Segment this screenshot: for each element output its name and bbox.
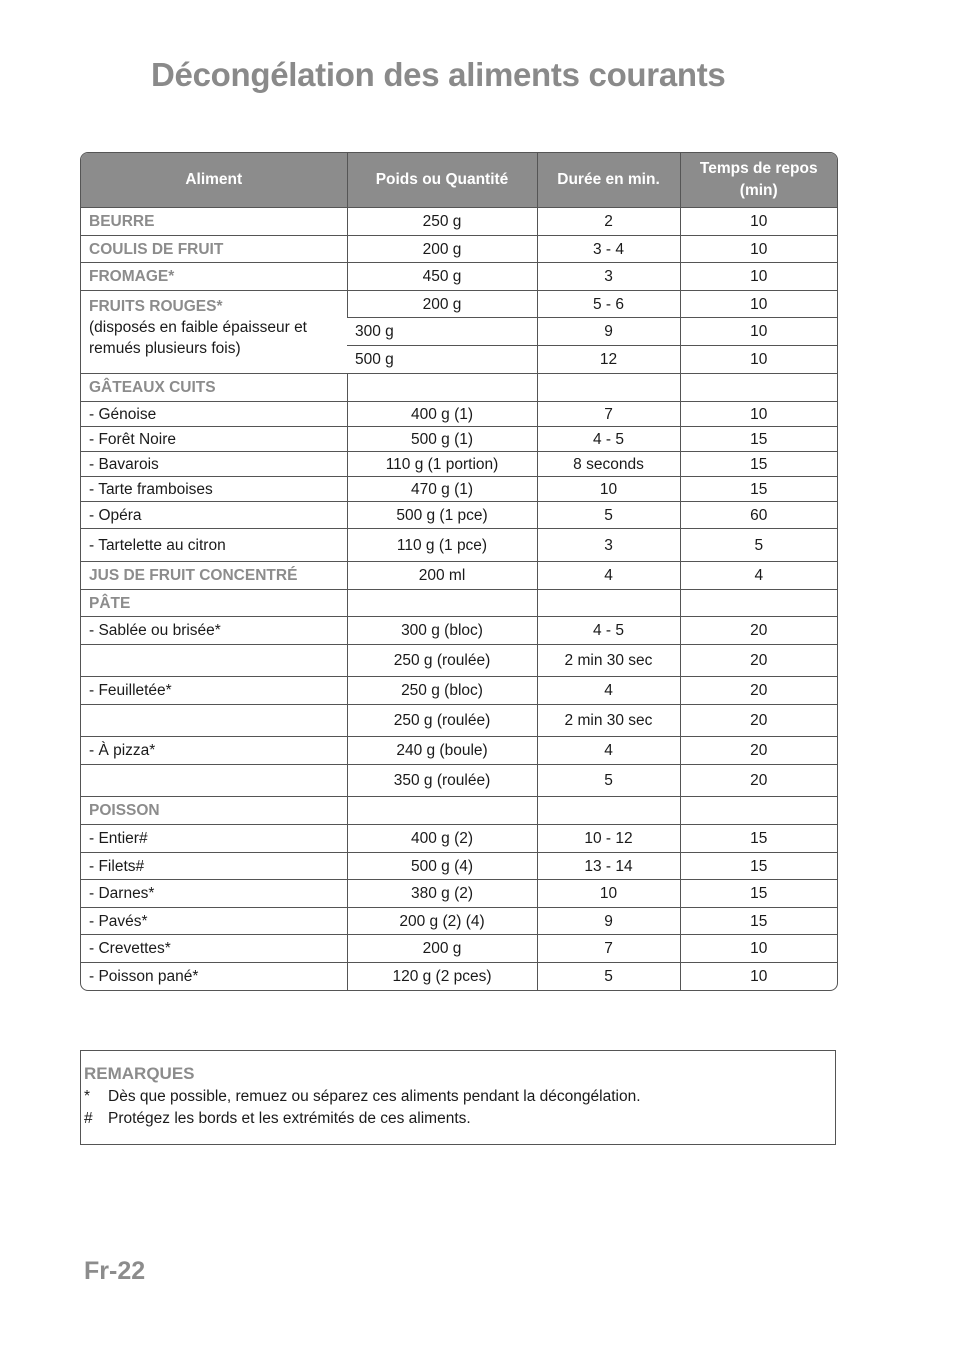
food-item: [81, 705, 347, 737]
remark-line: [84, 1088, 641, 1106]
remark-text: Protégez les bords et les extrémités de ces aliments.: [108, 1110, 471, 1127]
weight-cell: 400 g (1): [347, 402, 537, 427]
food-category: JUS DE FRUIT CONCENTRÉ: [81, 562, 347, 590]
rest-cell: 20: [680, 677, 837, 705]
duration-cell: 10 - 12: [537, 825, 680, 853]
duration-cell: 10: [537, 880, 680, 908]
table-row: [81, 825, 837, 853]
food-item: - Filets#: [81, 853, 347, 880]
weight-cell: 250 g (bloc): [347, 677, 537, 705]
header-aliment: Aliment: [81, 153, 347, 208]
remarks-box: [80, 1050, 836, 1145]
food-item: - Poisson pané*: [81, 963, 347, 990]
header-rest: Temps de repos (min): [680, 153, 837, 208]
duration-cell: 9: [537, 318, 680, 346]
weight-cell: 200 g: [347, 291, 537, 318]
duration-cell: 4: [537, 737, 680, 765]
remark-symbol: *: [84, 1088, 91, 1105]
weight-cell: 300 g: [347, 318, 537, 346]
table-row: [81, 374, 837, 402]
rest-cell: 60: [680, 502, 837, 529]
weight-cell: 250 g: [347, 208, 537, 236]
rest-cell: 10: [680, 346, 837, 374]
rest-cell: 5: [680, 529, 837, 562]
food-item: - Bavarois: [81, 452, 347, 477]
food-item: - Entier#: [81, 825, 347, 853]
category-note: (disposés en faible épaisseur et remués plusieurs fois): [89, 319, 307, 357]
weight-cell: 380 g (2): [347, 880, 537, 908]
weight-cell: 500 g (4): [347, 853, 537, 880]
defrost-table: [80, 152, 838, 991]
table-row: [81, 208, 837, 236]
weight-cell: 400 g (2): [347, 825, 537, 853]
food-item: - Crevettes*: [81, 935, 347, 963]
food-item: - À pizza*: [81, 737, 347, 765]
food-item: [81, 765, 347, 797]
duration-cell: 3 - 4: [537, 236, 680, 263]
weight-cell: 500 g (1 pce): [347, 502, 537, 529]
table-row: [81, 963, 837, 990]
duration-cell: 4: [537, 562, 680, 590]
weight-cell: 250 g (roulée): [347, 705, 537, 737]
food-item: - Opéra: [81, 502, 347, 529]
weight-cell: 300 g (bloc): [347, 617, 537, 645]
rest-cell: 20: [680, 737, 837, 765]
table-row: [81, 645, 837, 677]
rest-cell: 15: [680, 427, 837, 452]
duration-cell: 7: [537, 402, 680, 427]
duration-cell: 2 min 30 sec: [537, 705, 680, 737]
duration-cell: 5: [537, 765, 680, 797]
duration-cell: 13 - 14: [537, 853, 680, 880]
weight-cell: 470 g (1): [347, 477, 537, 502]
remark-symbol: #: [84, 1110, 93, 1127]
duration-cell: 3: [537, 529, 680, 562]
duration-cell: 5: [537, 502, 680, 529]
table-row: [81, 853, 837, 880]
table-row: [81, 452, 837, 477]
food-item: - Tarte framboises: [81, 477, 347, 502]
table-row: [81, 562, 837, 590]
table-row: [81, 617, 837, 645]
weight-cell: 350 g (roulée): [347, 765, 537, 797]
rest-cell: 15: [680, 880, 837, 908]
table-row: [81, 502, 837, 529]
food-item: - Feuilletée*: [81, 677, 347, 705]
rest-cell: 10: [680, 291, 837, 318]
rest-cell: 10: [680, 402, 837, 427]
rest-cell: 10: [680, 208, 837, 236]
duration-cell: 10: [537, 477, 680, 502]
header-duration: Durée en min.: [537, 153, 680, 208]
table-row: [81, 263, 837, 291]
rest-cell: 20: [680, 617, 837, 645]
rest-cell: 20: [680, 765, 837, 797]
weight-cell: 110 g (1 portion): [347, 452, 537, 477]
table-row: [81, 797, 837, 825]
rest-cell: [680, 590, 837, 617]
food-category: PÂTE: [81, 590, 347, 617]
table-header-row: [81, 153, 837, 208]
rest-cell: 15: [680, 853, 837, 880]
food-item: - Pavés*: [81, 908, 347, 935]
food-item: - Darnes*: [81, 880, 347, 908]
table-row: [81, 291, 837, 318]
weight-cell: 500 g: [347, 346, 537, 374]
food-item: - Tartelette au citron: [81, 529, 347, 562]
category-name: FRUITS ROUGES*: [89, 298, 223, 315]
rest-cell: [680, 374, 837, 402]
table-row: [81, 477, 837, 502]
table-row: [81, 765, 837, 797]
food-category: POISSON: [81, 797, 347, 825]
weight-cell: 110 g (1 pce): [347, 529, 537, 562]
rest-cell: 10: [680, 263, 837, 291]
food-category: COULIS DE FRUIT: [81, 236, 347, 263]
food-category: FROMAGE*: [81, 263, 347, 291]
remark-line: [84, 1110, 471, 1128]
food-item: - Sablée ou brisée*: [81, 617, 347, 645]
weight-cell: [347, 797, 537, 825]
food-item: [81, 645, 347, 677]
duration-cell: 2: [537, 208, 680, 236]
weight-cell: 250 g (roulée): [347, 645, 537, 677]
duration-cell: 5: [537, 963, 680, 990]
duration-cell: 12: [537, 346, 680, 374]
table-row: [81, 908, 837, 935]
page-title: Décongélation des aliments courants: [151, 56, 726, 93]
table-row: [81, 880, 837, 908]
weight-cell: 450 g: [347, 263, 537, 291]
weight-cell: 200 g: [347, 935, 537, 963]
duration-cell: 8 seconds: [537, 452, 680, 477]
table-row: [81, 590, 837, 617]
rest-cell: 10: [680, 963, 837, 990]
remarks-title: REMARQUES: [84, 1064, 195, 1083]
table-row: [81, 529, 837, 562]
weight-cell: 240 g (boule): [347, 737, 537, 765]
header-weight: Poids ou Quantité: [347, 153, 537, 208]
table-row: [81, 677, 837, 705]
duration-cell: 4 - 5: [537, 427, 680, 452]
rest-cell: 20: [680, 645, 837, 677]
duration-cell: 4: [537, 677, 680, 705]
duration-cell: 2 min 30 sec: [537, 645, 680, 677]
weight-cell: 200 g: [347, 236, 537, 263]
table-row: [81, 705, 837, 737]
rest-cell: [680, 797, 837, 825]
rest-cell: 15: [680, 477, 837, 502]
table-row: [81, 427, 837, 452]
table-row: [81, 402, 837, 427]
food-category: [81, 291, 347, 374]
rest-cell: 15: [680, 825, 837, 853]
duration-cell: [537, 374, 680, 402]
duration-cell: 5 - 6: [537, 291, 680, 318]
weight-cell: [347, 374, 537, 402]
page-number: Fr-22: [84, 1257, 146, 1285]
remark-text: Dès que possible, remuez ou séparez ces aliments pendant la décongélation.: [108, 1088, 641, 1105]
weight-cell: 500 g (1): [347, 427, 537, 452]
duration-cell: 3: [537, 263, 680, 291]
table-row: [81, 935, 837, 963]
weight-cell: [347, 590, 537, 617]
food-item: - Génoise: [81, 402, 347, 427]
weight-cell: 200 g (2) (4): [347, 908, 537, 935]
rest-cell: 10: [680, 935, 837, 963]
rest-cell: 4: [680, 562, 837, 590]
food-category: GÂTEAUX CUITS: [81, 374, 347, 402]
duration-cell: 9: [537, 908, 680, 935]
table-row: [81, 737, 837, 765]
weight-cell: 200 ml: [347, 562, 537, 590]
weight-cell: 120 g (2 pces): [347, 963, 537, 990]
rest-cell: 15: [680, 452, 837, 477]
food-item: - Forêt Noire: [81, 427, 347, 452]
rest-cell: 20: [680, 705, 837, 737]
rest-cell: 10: [680, 236, 837, 263]
food-category: BEURRE: [81, 208, 347, 236]
duration-cell: 7: [537, 935, 680, 963]
duration-cell: [537, 590, 680, 617]
duration-cell: [537, 797, 680, 825]
rest-cell: 15: [680, 908, 837, 935]
rest-cell: 10: [680, 318, 837, 346]
table-row: [81, 236, 837, 263]
duration-cell: 4 - 5: [537, 617, 680, 645]
